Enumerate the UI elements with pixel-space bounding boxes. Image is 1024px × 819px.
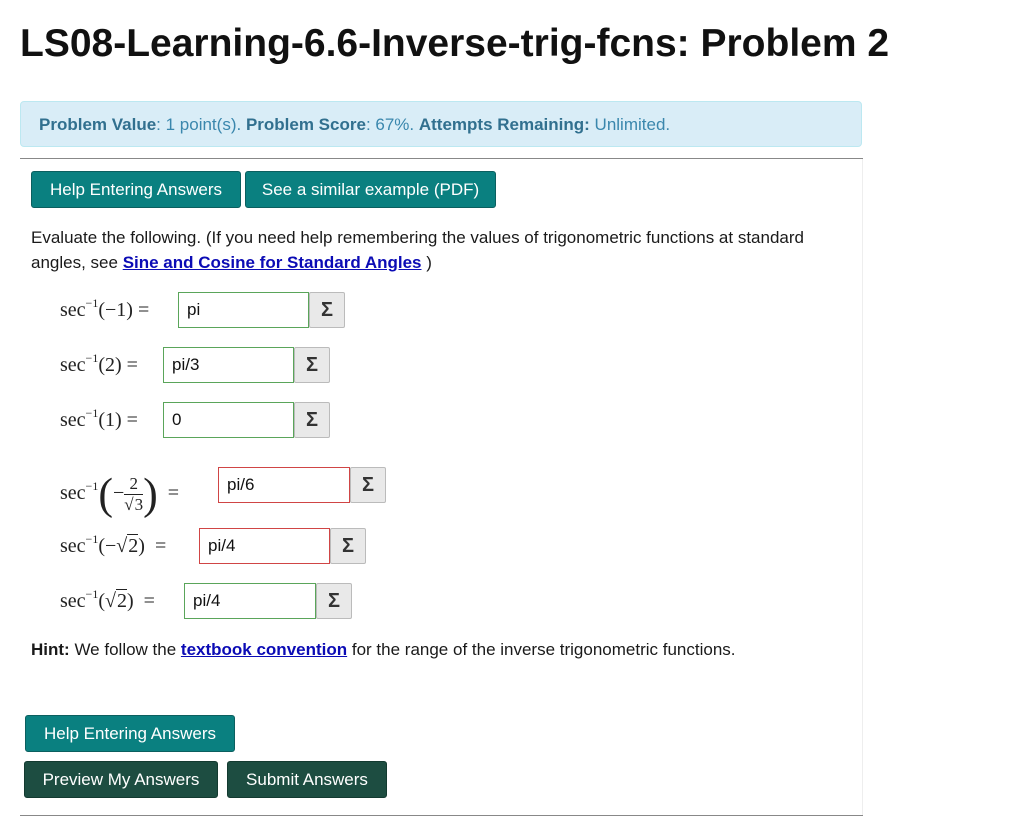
submit-answers-button[interactable]: Submit Answers: [227, 761, 387, 798]
divider-bottom: [20, 815, 863, 816]
equation-3-function: sec: [60, 409, 86, 431]
equation-editor-icon[interactable]: Σ: [294, 402, 330, 438]
equation-4: [60, 458, 180, 519]
problem-score-label: Problem Score: [245, 115, 366, 134]
problem-value: : 1 point(s).: [156, 115, 246, 134]
answer-1-input[interactable]: [178, 292, 309, 328]
answer-2-input[interactable]: [163, 347, 294, 383]
intro-text-line1: Evaluate the following. (If you need help remembering the values of trigonometric functions at standard: [31, 228, 804, 247]
equation-6: [60, 587, 155, 613]
problem-info-box: [20, 101, 862, 147]
help-entering-answers-button[interactable]: Help Entering Answers: [31, 171, 241, 208]
problem-score: : 67%.: [365, 115, 419, 134]
equation-6-root: √: [105, 590, 116, 612]
standard-angles-link[interactable]: Sine and Cosine for Standard Angles: [122, 253, 422, 272]
answer-4-input[interactable]: [218, 467, 350, 503]
intro-text-suffix: ): [421, 253, 432, 272]
equation-1-exponent: −1: [85, 296, 99, 310]
equation-2-equals: =: [126, 354, 138, 376]
equation-4-radicand: 3: [134, 494, 144, 514]
problem-value-label: Problem Value: [39, 115, 157, 134]
page-title: LS08-Learning-6.6-Inverse-trig-fcns: Problem 2: [20, 22, 890, 65]
equation-4-function: sec: [60, 482, 86, 504]
similar-example-button[interactable]: See a similar example (PDF): [245, 171, 496, 208]
problem-intro: [31, 225, 851, 275]
equation-5-equals: =: [154, 535, 167, 557]
equation-4-open-paren: (: [98, 469, 113, 519]
equation-6-close: ): [126, 590, 134, 612]
equation-1-equals: =: [137, 299, 150, 321]
equation-4-equals: =: [167, 482, 180, 504]
equation-editor-icon[interactable]: Σ: [350, 467, 386, 503]
equation-editor-icon[interactable]: Σ: [330, 528, 366, 564]
hint-suffix: for the range of the inverse trigonometric functions.: [347, 640, 736, 659]
hint-label: Hint:: [31, 640, 70, 659]
divider-top: [20, 158, 863, 159]
answer-6-input[interactable]: [184, 583, 316, 619]
attempts-remaining: Unlimited.: [589, 115, 671, 134]
attempts-remaining-label: Attempts Remaining:: [418, 115, 590, 134]
equation-6-radicand: 2: [116, 590, 127, 612]
equation-4-close-paren: ): [143, 469, 158, 519]
equation-4-exponent: −1: [85, 479, 99, 493]
equation-5-exponent: −1: [85, 532, 99, 546]
equation-5: [60, 532, 166, 558]
equation-3-equals: =: [126, 409, 138, 431]
intro-text-line2: angles, see: [31, 253, 123, 272]
equation-6-exponent: −1: [85, 587, 99, 601]
equation-2-exponent: −1: [85, 351, 99, 365]
equation-3-argument: (1): [98, 409, 122, 431]
help-entering-answers-button-bottom[interactable]: Help Entering Answers: [25, 715, 235, 752]
equation-5-radicand: 2: [128, 535, 139, 557]
equation-5-close: ): [138, 535, 145, 557]
equation-editor-icon[interactable]: Σ: [309, 292, 345, 328]
equation-6-equals: =: [143, 590, 155, 612]
textbook-convention-link[interactable]: textbook convention: [180, 640, 348, 659]
content-border: [862, 159, 863, 815]
equation-6-function: sec: [60, 590, 86, 612]
equation-6-open: (: [98, 590, 105, 612]
equation-2-argument: (2): [98, 354, 122, 376]
equation-3-exponent: −1: [85, 406, 99, 420]
equation-5-open: (−: [98, 535, 117, 557]
equation-2: [60, 351, 138, 377]
equation-1: [60, 296, 149, 322]
preview-answers-button[interactable]: Preview My Answers: [24, 761, 218, 798]
equation-1-argument: (−1): [98, 299, 133, 321]
hint-text: We follow the: [69, 640, 181, 659]
equation-editor-icon[interactable]: Σ: [294, 347, 330, 383]
equation-2-function: sec: [60, 354, 86, 376]
equation-4-numerator: 2: [124, 474, 143, 495]
equation-editor-icon[interactable]: Σ: [316, 583, 352, 619]
equation-5-root: √: [116, 535, 128, 557]
equation-4-root: √: [124, 494, 134, 514]
answer-3-input[interactable]: [163, 402, 294, 438]
hint: [31, 637, 851, 662]
equation-1-function: sec: [60, 299, 86, 321]
equation-4-fraction: [124, 474, 143, 515]
equation-3: [60, 406, 138, 432]
equation-5-function: sec: [60, 535, 86, 557]
equation-4-minus: −: [112, 482, 125, 504]
answer-5-input[interactable]: [199, 528, 330, 564]
